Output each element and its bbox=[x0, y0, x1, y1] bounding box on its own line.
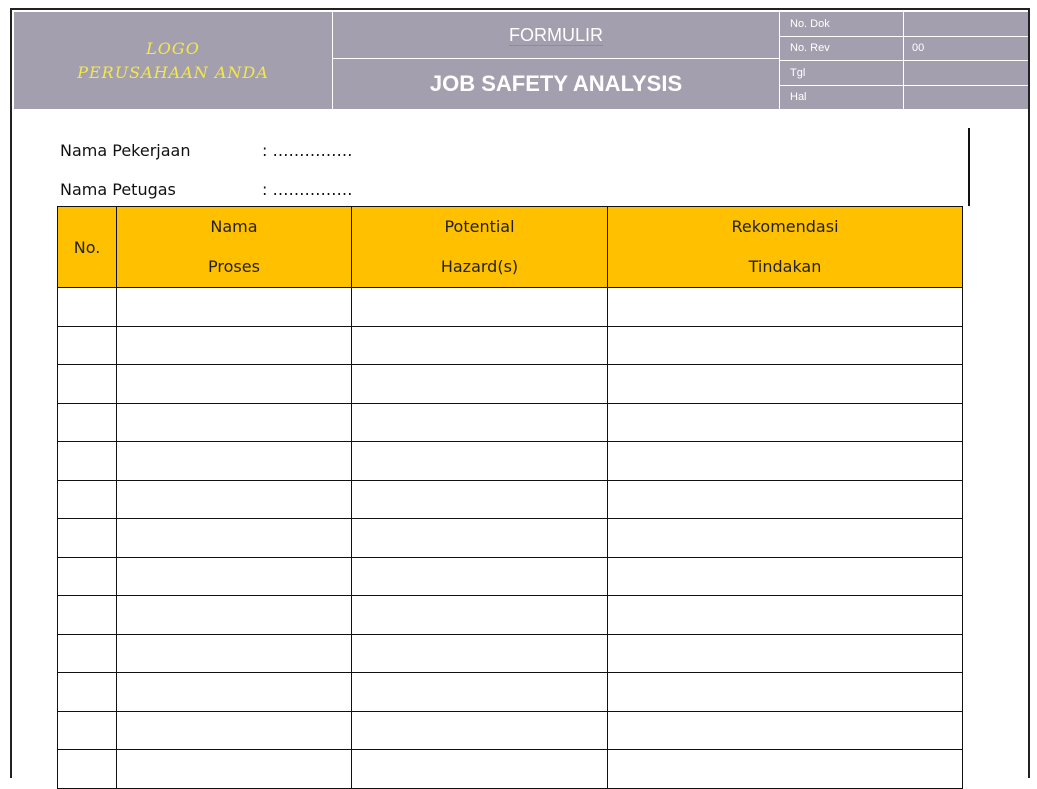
officer-name-line bbox=[60, 180, 352, 199]
table-cell[interactable] bbox=[352, 326, 608, 365]
header-hazard-line2: Hazard(s) bbox=[440, 257, 519, 276]
table-row bbox=[58, 711, 963, 750]
logo-line-2: PERUSAHAAN ANDA bbox=[77, 62, 269, 82]
table-cell[interactable] bbox=[117, 403, 352, 442]
table-cell[interactable] bbox=[117, 288, 352, 327]
header-reco-line1: Rekomendasi bbox=[731, 217, 839, 236]
table-row bbox=[58, 596, 963, 635]
meta-label: No. Dok bbox=[780, 12, 904, 36]
table-row bbox=[58, 557, 963, 596]
table-row bbox=[58, 673, 963, 712]
table-row bbox=[58, 288, 963, 327]
table-cell[interactable] bbox=[608, 326, 963, 365]
table-cell[interactable] bbox=[58, 480, 117, 519]
table-cell[interactable] bbox=[352, 519, 608, 558]
officer-name-value[interactable]: : …………… bbox=[262, 180, 353, 199]
header-no: No. bbox=[58, 207, 117, 288]
table-cell[interactable] bbox=[117, 326, 352, 365]
meta-value bbox=[904, 86, 1028, 110]
table-row bbox=[58, 634, 963, 673]
header-hazard-line1: Potential bbox=[444, 217, 515, 236]
logo-line-1: LOGO bbox=[146, 38, 200, 58]
table-cell[interactable] bbox=[117, 673, 352, 712]
table-cell[interactable] bbox=[117, 711, 352, 750]
table-row bbox=[58, 365, 963, 404]
header-process bbox=[117, 207, 352, 288]
meta-row-date bbox=[780, 61, 1028, 86]
table-cell[interactable] bbox=[352, 480, 608, 519]
table-cell[interactable] bbox=[608, 365, 963, 404]
table-cell[interactable] bbox=[352, 288, 608, 327]
meta-value: 00 bbox=[912, 42, 925, 55]
table-cell[interactable] bbox=[352, 596, 608, 635]
meta-label: Hal bbox=[780, 86, 904, 110]
table-cell[interactable] bbox=[58, 596, 117, 635]
table-cell[interactable] bbox=[58, 557, 117, 596]
table-cell[interactable] bbox=[117, 519, 352, 558]
meta-row-doc bbox=[780, 12, 1028, 37]
form-header bbox=[14, 12, 1028, 109]
table-row bbox=[58, 519, 963, 558]
table-cell[interactable] bbox=[608, 711, 963, 750]
table-cell[interactable] bbox=[117, 365, 352, 404]
meta-value bbox=[904, 12, 1028, 36]
table-cell[interactable] bbox=[608, 557, 963, 596]
title-block bbox=[333, 12, 780, 109]
officer-name-label: Nama Petugas bbox=[60, 180, 176, 199]
meta-label: Tgl bbox=[780, 61, 904, 85]
table-cell[interactable] bbox=[608, 519, 963, 558]
table-cell[interactable] bbox=[352, 442, 608, 481]
job-name-value[interactable]: : …………… bbox=[262, 141, 353, 160]
table-cell[interactable] bbox=[58, 288, 117, 327]
table-cell[interactable] bbox=[117, 480, 352, 519]
table-cell[interactable] bbox=[352, 711, 608, 750]
margin-divider bbox=[968, 128, 970, 206]
table-cell[interactable] bbox=[117, 596, 352, 635]
table-cell[interactable] bbox=[352, 403, 608, 442]
table-body bbox=[58, 288, 963, 789]
table-cell[interactable] bbox=[352, 673, 608, 712]
header-recommendation bbox=[608, 207, 963, 288]
header-hazard bbox=[352, 207, 608, 288]
document-meta bbox=[780, 12, 1028, 109]
table-cell[interactable] bbox=[117, 634, 352, 673]
table-cell[interactable] bbox=[608, 480, 963, 519]
table-cell[interactable] bbox=[352, 557, 608, 596]
table-cell[interactable] bbox=[58, 403, 117, 442]
form-label: FORMULIR bbox=[509, 24, 603, 45]
table-cell[interactable] bbox=[608, 288, 963, 327]
table-cell[interactable] bbox=[608, 403, 963, 442]
table-cell[interactable] bbox=[608, 442, 963, 481]
table-row bbox=[58, 442, 963, 481]
job-name-label: Nama Pekerjaan bbox=[60, 141, 191, 160]
table-header-row bbox=[58, 207, 963, 288]
form-label-cell bbox=[333, 12, 779, 59]
table-cell[interactable] bbox=[352, 634, 608, 673]
table-cell[interactable] bbox=[608, 634, 963, 673]
meta-label: No. Rev bbox=[780, 37, 904, 61]
header-process-line1: Nama bbox=[210, 217, 258, 236]
job-name-line bbox=[60, 141, 352, 160]
form-title: JOB SAFETY ANALYSIS bbox=[429, 71, 683, 96]
table-cell[interactable] bbox=[608, 673, 963, 712]
table-row bbox=[58, 480, 963, 519]
table-cell[interactable] bbox=[58, 326, 117, 365]
table-cell[interactable] bbox=[117, 557, 352, 596]
table-cell[interactable] bbox=[58, 711, 117, 750]
header-reco-line2: Tindakan bbox=[748, 257, 822, 276]
table-cell[interactable] bbox=[58, 442, 117, 481]
meta-row-page bbox=[780, 86, 1028, 110]
jsa-table bbox=[57, 206, 963, 789]
table-cell[interactable] bbox=[58, 519, 117, 558]
company-logo bbox=[14, 12, 333, 109]
table-row bbox=[58, 403, 963, 442]
table-cell[interactable] bbox=[58, 634, 117, 673]
meta-value bbox=[904, 61, 1028, 85]
meta-row-rev bbox=[780, 37, 1028, 62]
header-process-line2: Proses bbox=[208, 257, 260, 276]
table-row bbox=[58, 326, 963, 365]
table-cell[interactable] bbox=[58, 673, 117, 712]
table-cell[interactable] bbox=[58, 365, 117, 404]
table-cell[interactable] bbox=[352, 365, 608, 404]
table-cell[interactable] bbox=[608, 596, 963, 635]
table-cell[interactable] bbox=[117, 442, 352, 481]
